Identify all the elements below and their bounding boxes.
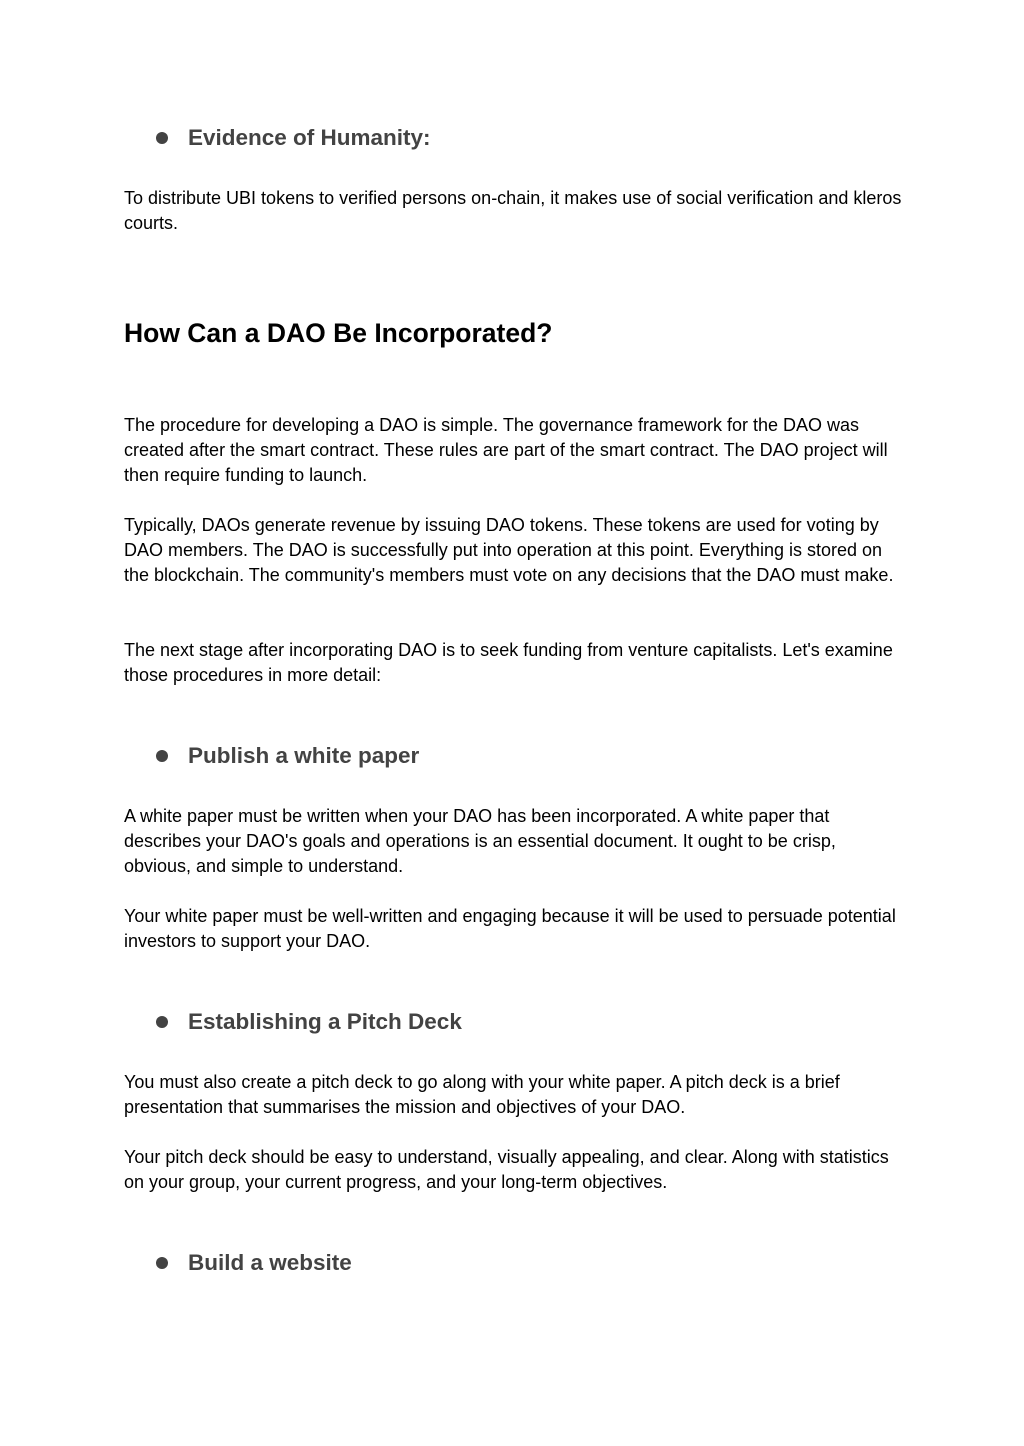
heading-text: Evidence of Humanity: [188,125,431,150]
section-title-incorporate: How Can a DAO Be Incorporated? [124,318,553,348]
paragraph-pitchdeck-1 [124,1070,904,1120]
bullet-icon [156,750,168,762]
paragraph-incorporate-3 [124,638,904,688]
bullet-icon [156,132,168,144]
paragraph-text: To distribute UBI tokens to verified persons on-chain, it makes use of social verification and kleros courts. [124,188,902,233]
paragraph-pitchdeck-2 [124,1145,904,1195]
heading-text: Publish a white paper [188,743,420,768]
paragraph-text: A white paper must be written when your DAO has been incorporated. A white paper that describes your DAO's goals and operations is an essential document. It ought to be crisp, obvious, and simple to understand. [124,806,836,876]
paragraph-text: Your pitch deck should be easy to understand, visually appealing, and clear. Along with statistics on your group, your current progress, and your long-term objectives. [124,1147,889,1192]
paragraph-text: Your white paper must be well-written and engaging because it will be used to persuade potential investors to support your DAO. [124,906,896,951]
heading-evidence-of-humanity [154,123,431,153]
paragraph-text: Typically, DAOs generate revenue by issuing DAO tokens. These tokens are used for voting by DAO members. The DAO is successfully put into operation at this point. Everything is stored on the blockchain. The community's members must vote on any decisions that the DAO must make. [124,515,894,585]
paragraph-incorporate-2 [124,513,904,588]
paragraph-text: The procedure for developing a DAO is simple. The governance framework for the DAO was created after the smart contract. These rules are part of the smart contract. The DAO project will then require funding to launch. [124,415,888,485]
heading-build-website [154,1248,352,1278]
heading-publish-white-paper [154,741,419,771]
paragraph-whitepaper-2 [124,904,904,954]
heading-text: Establishing a Pitch Deck [188,1009,462,1034]
paragraph-text: You must also create a pitch deck to go along with your white paper. A pitch deck is a brief presentation that summarises the mission and objectives of your DAO. [124,1072,840,1117]
paragraph-text: The next stage after incorporating DAO is to seek funding from venture capitalists. Let's examine those procedures in more detail: [124,640,893,685]
bullet-icon [156,1016,168,1028]
bullet-icon [156,1257,168,1269]
heading-pitch-deck [154,1007,462,1037]
paragraph-whitepaper-1 [124,804,904,879]
heading-text: Build a website [188,1250,352,1275]
paragraph-evidence-1 [124,186,904,236]
paragraph-incorporate-1 [124,413,904,488]
